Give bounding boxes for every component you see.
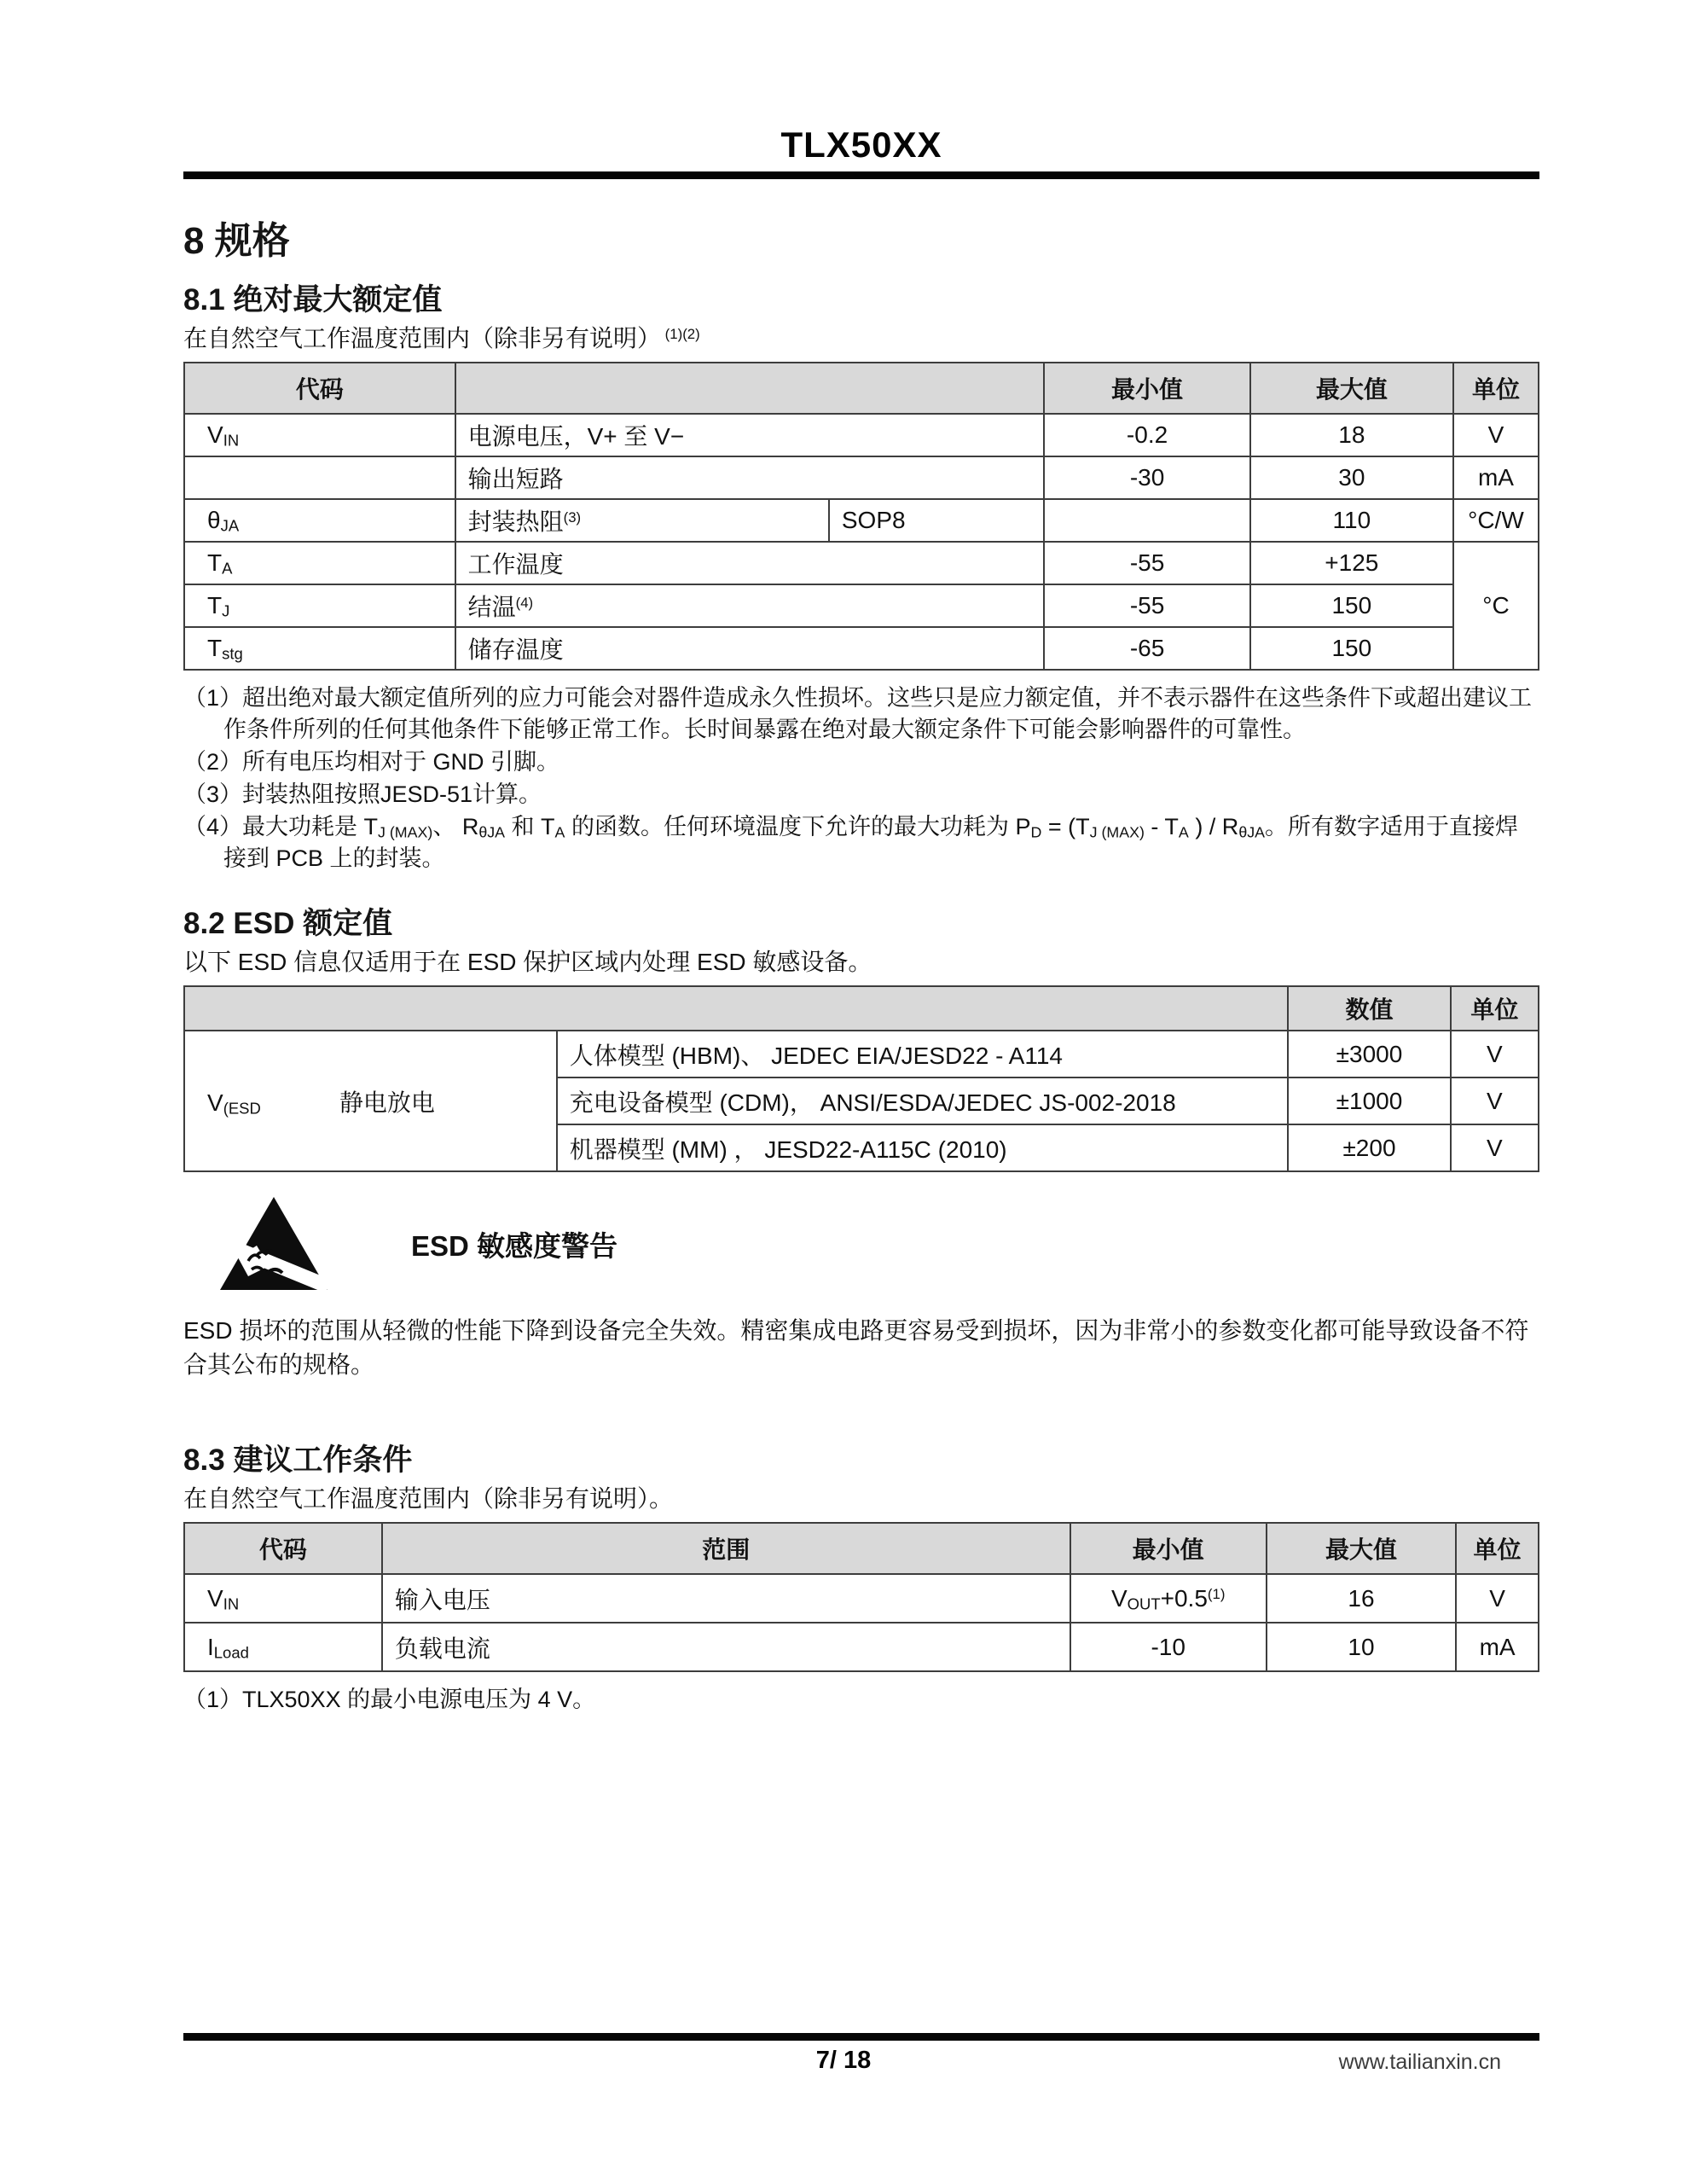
cell-value: ±3000	[1288, 1031, 1451, 1077]
cell-value: ±1000	[1288, 1077, 1451, 1124]
esd-triangle-hand-icon	[217, 1194, 330, 1293]
col-header-range: 范围	[382, 1523, 1070, 1574]
cell-max: 30	[1250, 456, 1453, 499]
section-8-2-heading: 8.2 ESD 额定值	[183, 907, 393, 940]
col-header-empty	[184, 986, 1288, 1031]
cell-max: +125	[1250, 542, 1453, 584]
esd-symbol-label: 静电放电	[339, 1089, 435, 1116]
cell-package: SOP8	[829, 499, 1044, 542]
cell-unit: mA	[1453, 456, 1539, 499]
cell-max: 10	[1267, 1623, 1456, 1671]
cell-symbol: $V_{IN}$	[184, 1574, 382, 1623]
cell-unit: V	[1451, 1077, 1539, 1124]
cell-model: 机器模型 (MM) ， JESD22-A115C (2010)	[557, 1124, 1289, 1171]
table-row	[184, 627, 1539, 670]
table-header-row	[184, 986, 1539, 1031]
table-row	[184, 456, 1539, 499]
section-8-1-heading: 8.1 绝对最大额定值	[183, 283, 443, 317]
footnote-3: （3）封装热阻按照JESD-51计算。	[183, 781, 542, 807]
cell-unit-merged: °C	[1453, 542, 1539, 670]
col-header-unit: 单位	[1453, 363, 1539, 414]
page-footer	[183, 2033, 1539, 2081]
col-header-max: 最大值	[1250, 363, 1453, 414]
cell-min	[1044, 499, 1249, 542]
table-row	[184, 1574, 1539, 1623]
cell-symbol-esd	[184, 1031, 557, 1171]
esd-damage-paragraph: ESD 损坏的范围从轻微的性能下降到设备完全失效。精密集成电路更容易受到损坏，因为非常小的参数变化都可能导致设备不符合其公布的规格。	[183, 1317, 1529, 1378]
col-header-max: 最大值	[1267, 1523, 1456, 1574]
section-8-3-heading: 8.3 建议工作条件	[183, 1443, 413, 1477]
s83-footnote-1: （1）TLX50XX 的最小电源电压为 4 V。	[183, 1687, 596, 1712]
cell-max: 150	[1250, 627, 1453, 670]
cell-unit: V	[1456, 1574, 1539, 1623]
cell-symbol: $V_{IN}$	[184, 414, 455, 456]
col-header-unit: 单位	[1451, 986, 1539, 1031]
header-rule	[183, 171, 1539, 179]
cell-model: 充电设备模型 (CDM)， ANSI/ESDA/JEDEC JS-002-2018	[557, 1077, 1289, 1124]
footer-rule	[183, 2033, 1539, 2041]
table-row	[184, 542, 1539, 584]
page-title: TLX50XX	[780, 125, 942, 165]
esd-warning-block	[217, 1194, 1539, 1293]
cell-unit: V	[1451, 1031, 1539, 1077]
cell-value: ±200	[1288, 1124, 1451, 1171]
esd-ratings-table	[183, 985, 1539, 1172]
cell-symbol: $I_{Load}$	[184, 1623, 382, 1671]
cell-min: -55	[1044, 584, 1249, 627]
section-8-heading: 8 规格	[183, 220, 290, 262]
cell-min: -0.2	[1044, 414, 1249, 456]
cell-description: 封装热阻$^{(3)}$	[455, 499, 829, 542]
cell-min: -55	[1044, 542, 1249, 584]
cell-symbol: $T_A$	[184, 542, 455, 584]
col-header-value: 数值	[1288, 986, 1451, 1031]
cell-unit: V	[1451, 1124, 1539, 1171]
cell-symbol: $\theta_{JA}$	[184, 499, 455, 542]
cell-description: 储存温度	[455, 627, 1045, 670]
footnote-2: （2）所有电压均相对于 GND 引脚。	[183, 749, 560, 775]
table-row	[184, 1623, 1539, 1671]
table-header-row	[184, 1523, 1539, 1574]
cell-max: 16	[1267, 1574, 1456, 1623]
esd-symbol: $V_{(ESD}$	[207, 1089, 261, 1118]
recommended-conditions-table	[183, 1522, 1539, 1672]
cell-description: 结温$^{(4)}$	[455, 584, 1045, 627]
s81-footnotes	[183, 682, 1539, 874]
page-number: 7/ 18	[815, 2047, 872, 2074]
s82-intro-text: 以下 ESD 信息仅适用于在 ESD 保护区域内处理 ESD 敏感设备。	[183, 949, 872, 975]
website-url: www.tailianxin.cn	[1338, 2050, 1501, 2074]
footnote-1: （1）超出绝对最大额定值所列的应力可能会对器件造成永久性损坏。这些只是应力额定值，并不表示器件在这些条件下或超出建议工作条件所列的任何其他条件下能够正常工作。长时间暴露在绝对最大额定条件下可能会影响器件的可靠性。	[183, 685, 1533, 742]
cell-description: 电源电压，V+ 至 V−	[455, 414, 1045, 456]
table-row	[184, 1031, 1539, 1077]
col-header-unit: 单位	[1456, 1523, 1539, 1574]
table-header-row	[184, 363, 1539, 414]
cell-unit: mA	[1456, 1623, 1539, 1671]
footnote-4: （4）最大功耗是 $T_{J (MAX)}$、 $R_{\theta JA}$ 和 $T_A$ 的函数。任何环境温度下允许的最大功耗为 $P_D = (T_{J (MAX)} - T_A$ ) / $R_{\theta JA}$。所有数字适用于直接焊接到 PCB 上的封装。	[183, 814, 1519, 871]
cell-description: 负载电流	[382, 1623, 1070, 1671]
col-header-code: 代码	[184, 1523, 382, 1574]
cell-description: 工作温度	[455, 542, 1045, 584]
cell-unit: °C/W	[1453, 499, 1539, 542]
cell-min: $V_{OUT}+0.5^{(1)}$	[1070, 1574, 1267, 1623]
col-header-code: 代码	[184, 363, 455, 414]
s83-intro-text: 在自然空气工作温度范围内（除非另有说明）。	[183, 1485, 674, 1512]
col-header-min: 最小值	[1070, 1523, 1267, 1574]
table-row	[184, 584, 1539, 627]
cell-min: -30	[1044, 456, 1249, 499]
cell-symbol: $T_J$	[184, 584, 455, 627]
cell-unit: V	[1453, 414, 1539, 456]
table-row	[184, 414, 1539, 456]
cell-min: -65	[1044, 627, 1249, 670]
cell-model: 人体模型 (HBM)、 JEDEC EIA/JESD22 - A114	[557, 1031, 1289, 1077]
cell-description: 输出短路	[455, 456, 1045, 499]
col-header-min: 最小值	[1044, 363, 1249, 414]
cell-description: 输入电压	[382, 1574, 1070, 1623]
col-header-desc	[455, 363, 1045, 414]
s81-intro-text: 在自然空气工作温度范围内（除非另有说明） $^{(1)(2)}$	[183, 325, 700, 351]
esd-warning-label: ESD 敏感度警告	[411, 1229, 618, 1262]
cell-max: 18	[1250, 414, 1453, 456]
absolute-max-ratings-table	[183, 362, 1539, 671]
cell-min: -10	[1070, 1623, 1267, 1671]
cell-symbol: $T_{stg}$	[184, 627, 455, 670]
cell-max: 150	[1250, 584, 1453, 627]
cell-max: 110	[1250, 499, 1453, 542]
cell-symbol	[184, 456, 455, 499]
table-row	[184, 499, 1539, 542]
